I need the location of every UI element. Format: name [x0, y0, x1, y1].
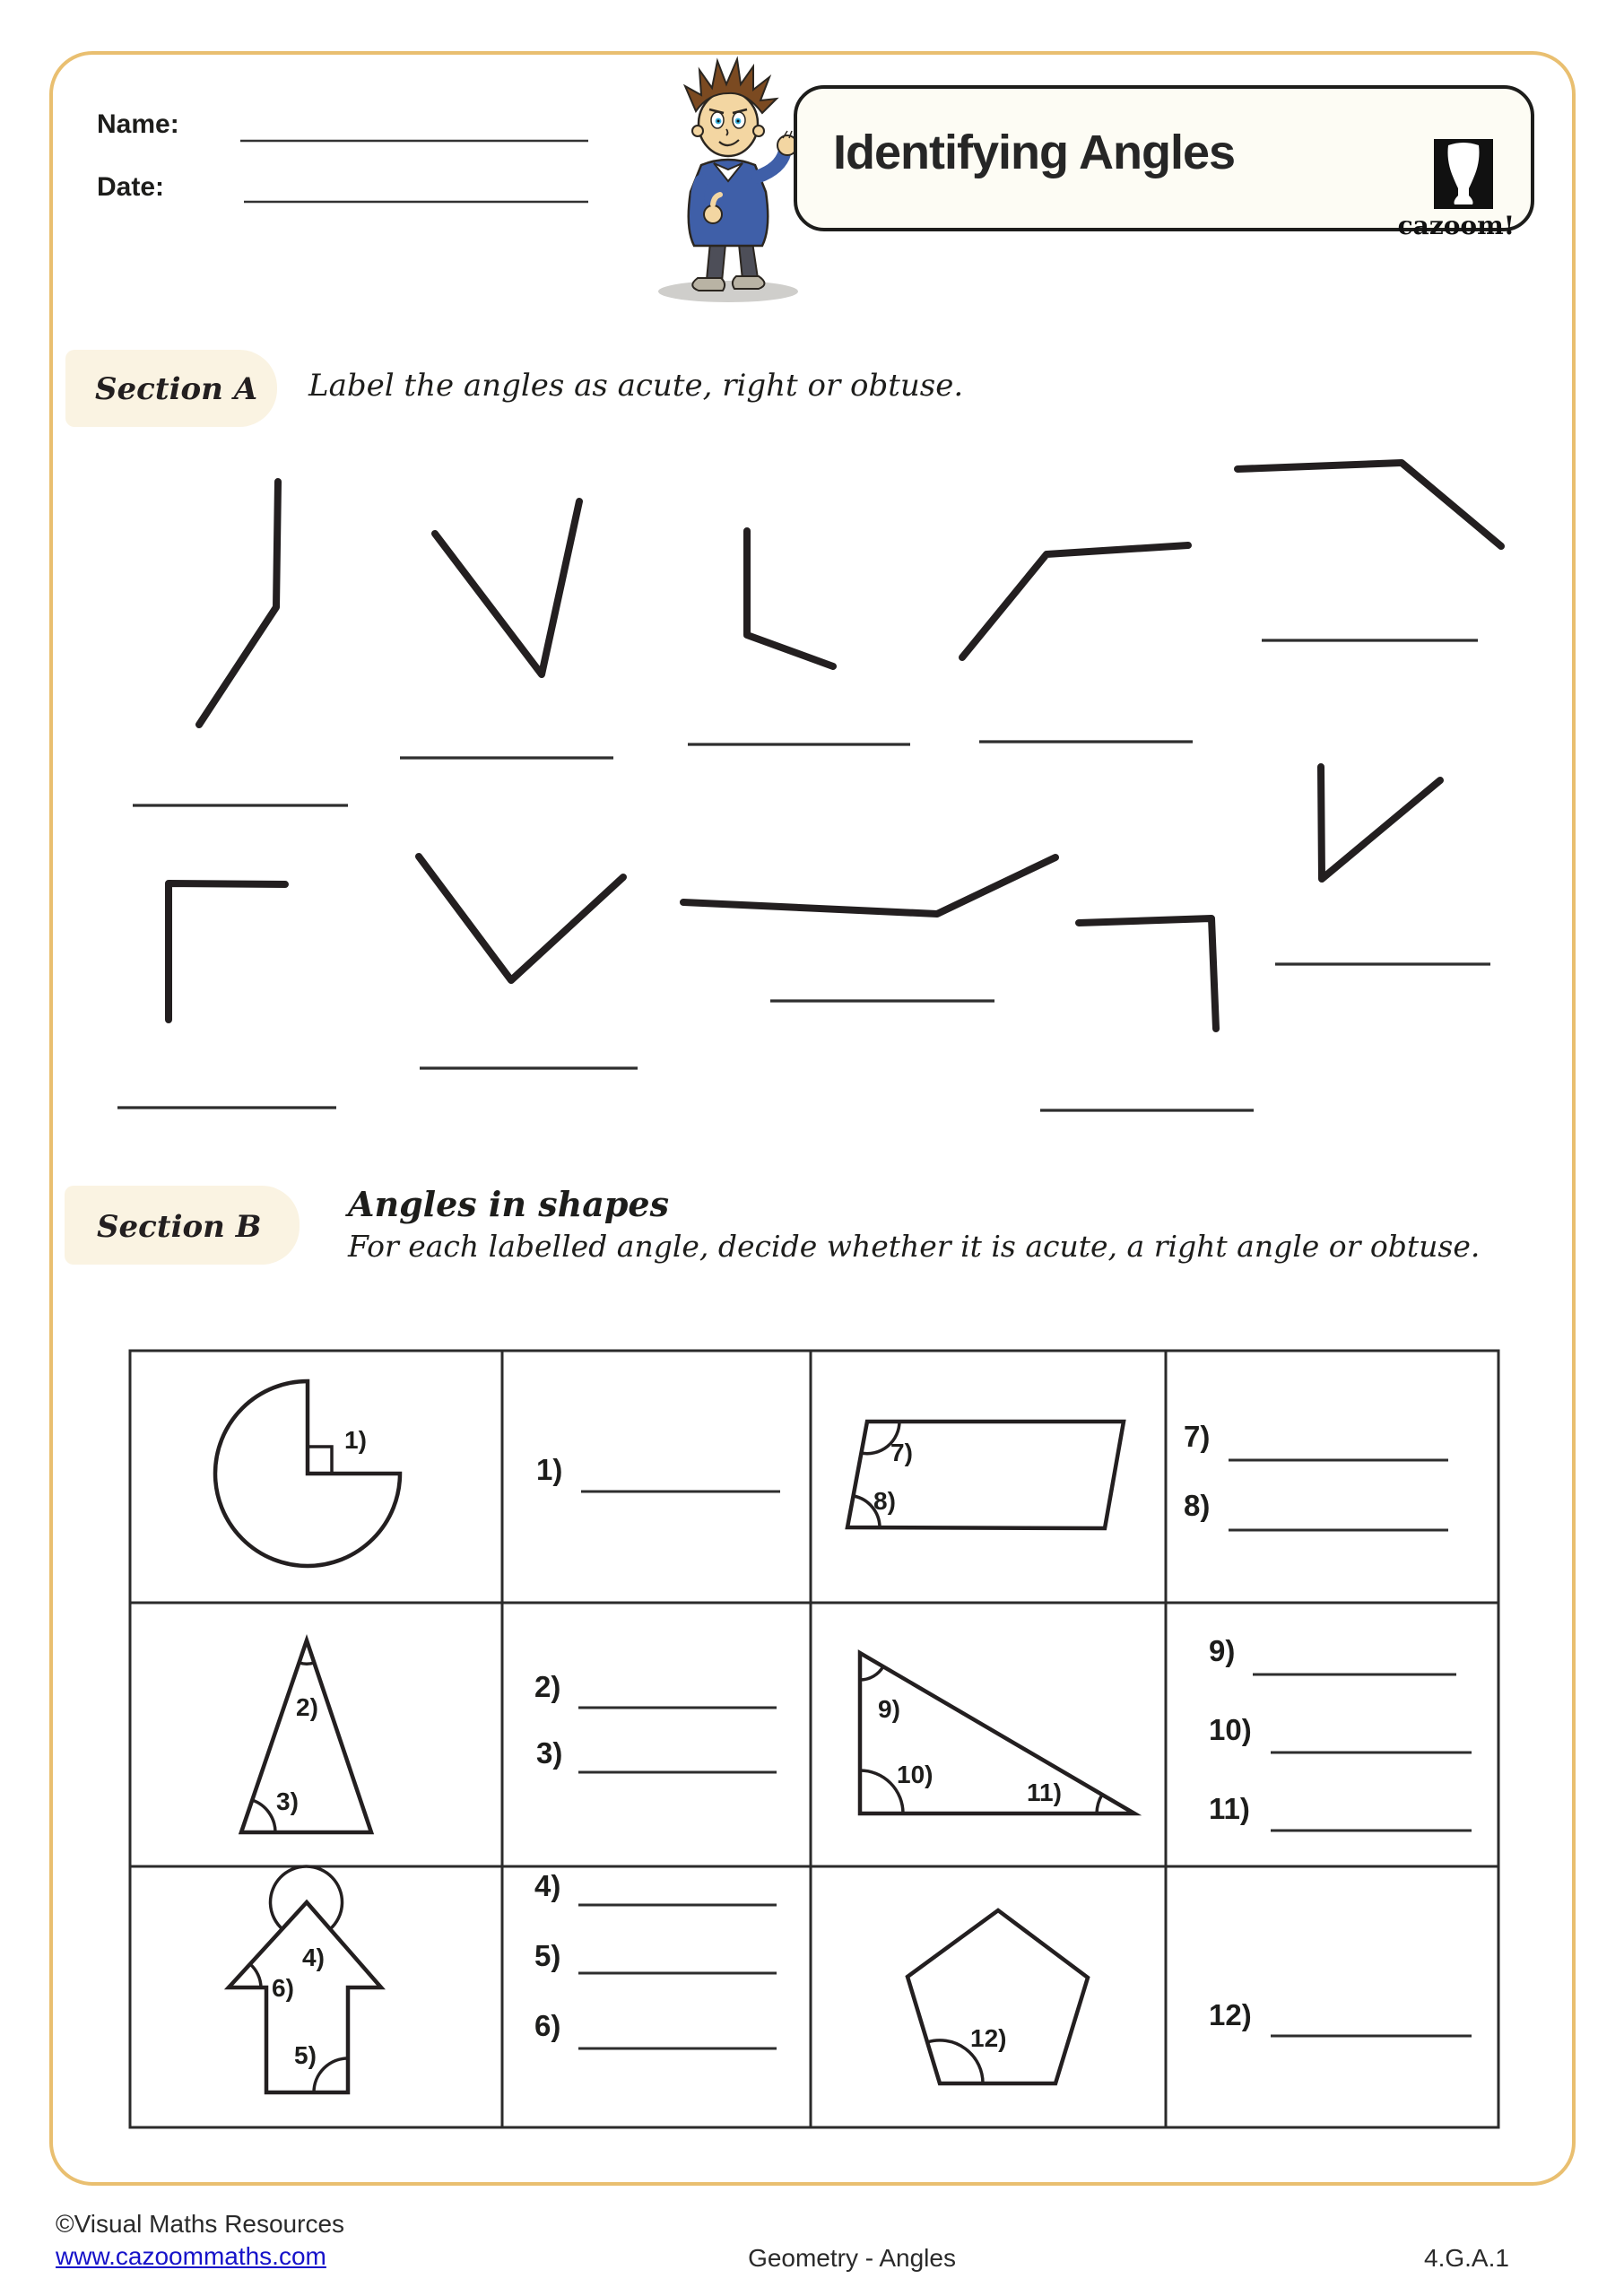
answer-label-1: 1)	[536, 1453, 563, 1486]
shape-label-10: 10)	[897, 1761, 934, 1788]
angle-figure-9	[1079, 918, 1216, 1029]
answer-label-11: 11)	[1209, 1792, 1250, 1825]
shape-pentagon	[908, 1910, 1088, 2083]
shape-label-6: 6)	[272, 1974, 294, 2002]
angle-figure-10	[1321, 767, 1440, 879]
section-a-instruction: Label the angles as acute, right or obtuse.	[308, 368, 964, 404]
footer-copyright: ©Visual Maths Resources	[56, 2210, 345, 2238]
shape-label-9: 9)	[878, 1695, 900, 1723]
section-a-badge-label: Section A	[95, 371, 258, 407]
angle-figure-1	[199, 482, 278, 725]
answer-label-9: 9)	[1209, 1634, 1236, 1667]
answer-label-10: 10)	[1209, 1713, 1252, 1746]
header-write-lines	[240, 141, 588, 202]
shape-label-4: 4)	[302, 1944, 325, 1971]
cazoom-brand-text: cazoom!	[1397, 211, 1515, 240]
answer-label-5: 5)	[534, 1939, 561, 1972]
footer-subject: Geometry - Angles	[748, 2244, 956, 2272]
angle-figure-2	[435, 501, 579, 674]
table-grid	[130, 1351, 1498, 2127]
shape-label-1: 1)	[344, 1426, 367, 1454]
angle-figure-5	[1238, 463, 1501, 546]
angle-figure-3	[747, 531, 833, 666]
angle-figure-8	[683, 857, 1055, 914]
angle-arcs	[250, 1422, 1102, 2092]
angle-figure-6	[169, 883, 285, 1020]
angle-figure-4	[962, 545, 1188, 657]
footer-standard-code: 4.G.A.1	[1424, 2244, 1509, 2272]
shape-label-2: 2)	[296, 1693, 318, 1721]
answer-label-2: 2)	[534, 1670, 561, 1703]
section-b-heading: Angles in shapes	[348, 1184, 669, 1224]
date-label: Date:	[97, 172, 165, 202]
section-b-instruction: For each labelled angle, decide whether it is acute, a right angle or obtuse.	[348, 1229, 1481, 1264]
footer-website-link[interactable]: www.cazoommaths.com	[56, 2242, 326, 2270]
answer-label-4: 4)	[534, 1869, 561, 1902]
answer-label-6: 6)	[534, 2009, 561, 2042]
shape-label-7: 7)	[890, 1439, 913, 1466]
angle-figure-7	[419, 857, 623, 980]
name-label: Name:	[97, 109, 179, 139]
shape-label-8: 8)	[873, 1487, 896, 1515]
answer-label-3: 3)	[536, 1736, 563, 1770]
shape-label-5: 5)	[294, 2041, 317, 2069]
answer-label-12: 12)	[1209, 1998, 1252, 2031]
answer-label-8: 8)	[1184, 1489, 1211, 1522]
shape-right-triangle	[860, 1653, 1134, 1813]
page-title: Identifying Angles	[833, 126, 1236, 179]
section-b-badge-label: Section B	[97, 1209, 262, 1245]
shape-label-3: 3)	[276, 1787, 299, 1815]
section-a-answer-lines	[117, 640, 1490, 1110]
right-angle-marker	[308, 1447, 332, 1474]
answer-label-7: 7)	[1184, 1420, 1211, 1453]
shape-label-11: 11)	[1027, 1779, 1062, 1806]
table-answer-lines	[578, 1460, 1472, 2048]
shape-label-12: 12)	[970, 2024, 1007, 2052]
